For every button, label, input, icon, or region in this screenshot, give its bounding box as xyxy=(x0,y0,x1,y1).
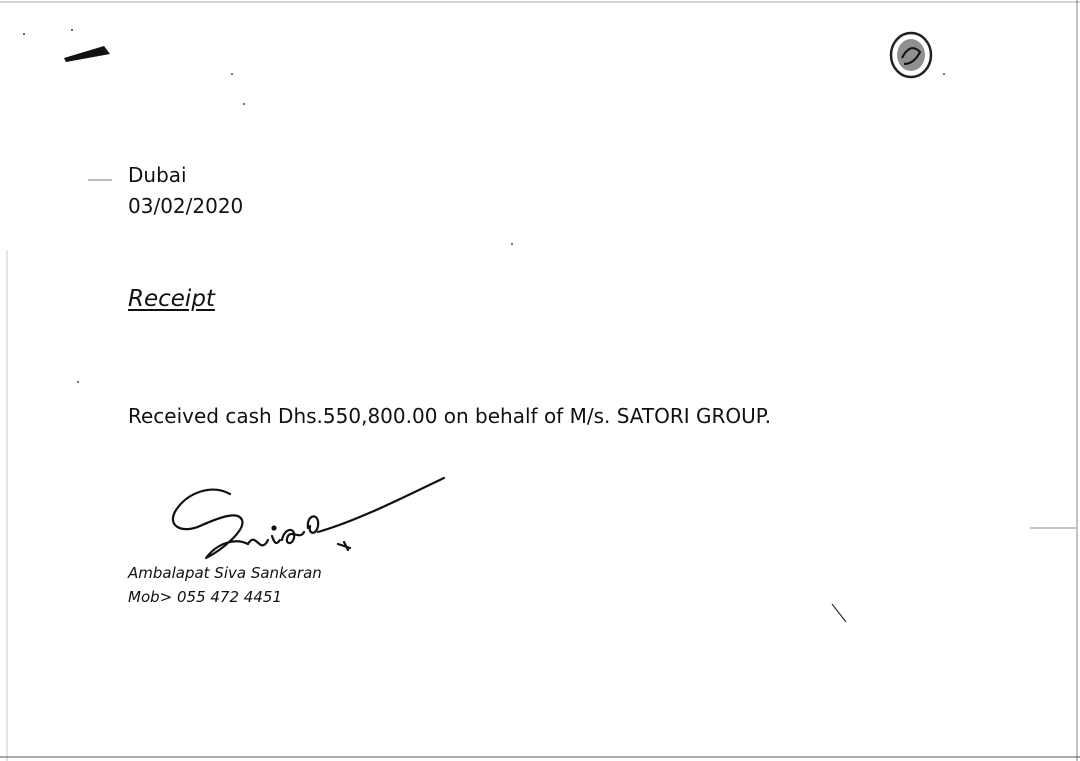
signer-mobile: Mob> 055 472 4451 xyxy=(128,588,282,606)
document-date: 03/02/2020 xyxy=(128,194,244,218)
circular-seal-icon xyxy=(886,30,936,80)
receipt-body: Received cash Dhs.550,800.00 on behalf of M/s. SATORI GROUP. xyxy=(128,404,772,428)
signer-name: Ambalapat Siva Sankaran xyxy=(128,564,322,582)
document-city: Dubai xyxy=(128,163,187,187)
document-title: Receipt xyxy=(128,286,215,312)
